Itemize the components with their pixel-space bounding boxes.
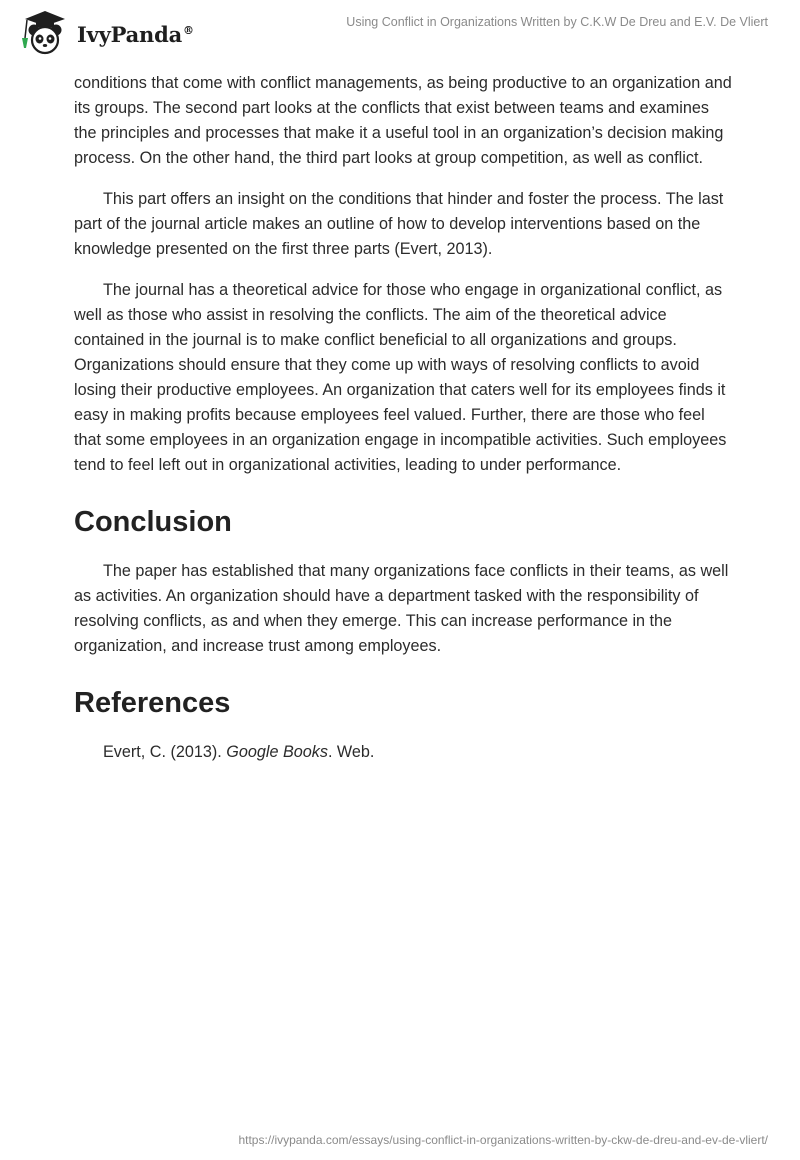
reference-author: Evert, C. (2013). bbox=[103, 743, 227, 761]
reference-suffix: . Web. bbox=[327, 743, 375, 761]
panda-graduate-icon bbox=[15, 8, 75, 56]
conclusion-paragraph: The paper has established that many organizations face conflicts in their teams, as well as activities. An organization should have a department tasked with the responsibility of resolving conflicts, as and when they emerge. This can increase performance in the organization, and increase trust among employees. bbox=[74, 562, 729, 655]
references-heading: References bbox=[74, 687, 231, 719]
document-title: Using Conflict in Organizations Written by C.K.W De Dreu and E.V. De Vliert bbox=[346, 15, 768, 29]
brand-name: IvyPanda® bbox=[77, 21, 194, 47]
brand-logo[interactable] bbox=[15, 8, 194, 56]
source-url[interactable]: https://ivypanda.com/essays/using-conflict-in-organizations-written-by-ckw-de-dreu-and-ev-de-vliert/ bbox=[238, 1133, 768, 1147]
paragraph-3: The journal has a theoretical advice for those who engage in organizational conflict, as well as those who assist in resolving the conflicts. The aim of the theoretical advice contained in the journal is to make conflict beneficial to all organizations and groups. Organizations should ensure that they come up with ways of resolving conflicts to avoid losing their productive employees. An organization that caters well for its employees finds it easy in making profits because employees feel valued. Further, there are those who feel that some employees in an organization engage in incompatible activities. Such employees tend to feel left out in organizational activities, leading to under performance. bbox=[74, 281, 727, 474]
paragraph-1: conditions that come with conflict managements, as being productive to an organization and its groups. The second part looks at the conflicts that exist between teams and examines the principles and processes that make it a useful tool in an organization’s decision making process. On the other hand, the third part looks at group competition, as well as conflict. bbox=[74, 74, 732, 167]
reference-entry bbox=[74, 740, 734, 765]
conclusion-heading: Conclusion bbox=[74, 506, 232, 538]
paragraph-2: This part offers an insight on the conditions that hinder and foster the process. The last part of the journal article makes an outline of how to develop interventions based on the knowledge presented on the first three parts (Evert, 2013). bbox=[74, 190, 724, 258]
reference-title: Google Books bbox=[226, 743, 328, 761]
essay-content bbox=[74, 71, 734, 765]
